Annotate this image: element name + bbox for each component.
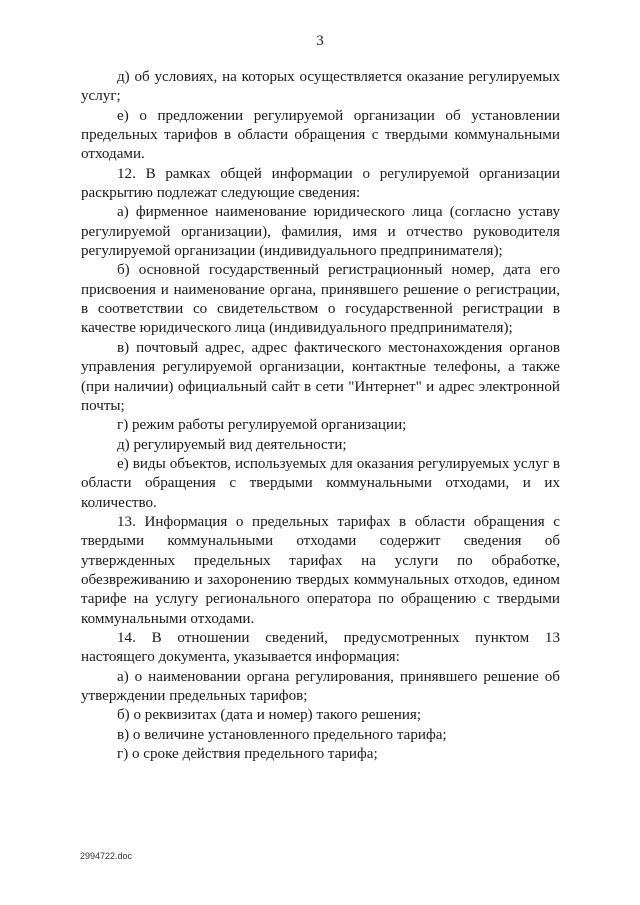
paragraph-14: 14. В отношении сведений, предусмотренных пунктом 13 настоящего документа, указывается информация: — [81, 629, 560, 666]
paragraph-12-v: в) почтовый адрес, адрес фактического местонахождения органов управления регулируемой организации, контактные телефоны, а также (при наличии) официальный сайт в сети "Интернет" и адрес электронной почты; — [81, 339, 560, 414]
paragraph-e-proposal: е) о предложении регулируемой организации об установлении предельных тарифов в области обращения с твердыми коммунальными отходами. — [81, 107, 560, 163]
paragraph-14-v: в) о величине установленного предельного тарифа; — [117, 726, 447, 743]
document-body — [81, 68, 560, 764]
paragraph-14-g: г) о сроке действия предельного тарифа; — [117, 746, 378, 763]
paragraph-14-b: б) о реквизитах (дата и номер) такого решения; — [117, 707, 422, 724]
paragraph-12-d: д) регулируемый вид деятельности; — [117, 436, 347, 453]
paragraph-12-a: а) фирменное наименование юридического лица (согласно уставу регулируемой организации), фамилия, имя и отчество руководителя регулируемой организации (индивидуального предпринимателя); — [81, 204, 560, 260]
paragraph-13: 13. Информация о предельных тарифах в области обращения с твердыми коммунальными отходами содержит сведения об утвержденных предельных тарифах на услуги по обработке, обезвреживанию и захоронению твердых коммунальных отходов, едином тарифе на услугу регионального оператора по обращению с твердыми коммунальными отходами. — [81, 513, 560, 627]
paragraph-12-g: г) режим работы регулируемой организации; — [117, 417, 407, 434]
page-number: 3 — [316, 33, 324, 49]
paragraph-12-e: е) виды объектов, используемых для оказания регулируемых услуг в области обращения с твердыми коммунальными отходами, и их количество. — [81, 455, 560, 511]
paragraph-14-a: а) о наименовании органа регулирования, принявшего решение об утверждении предельных тарифов; — [81, 668, 560, 704]
paragraph-12: 12. В рамках общей информации о регулируемой организации раскрытию подлежат следующие сведения: — [81, 165, 560, 202]
document-file-code: 2994722.doc — [80, 851, 133, 861]
paragraph-12-b: б) основной государственный регистрационный номер, дата его присвоения и наименование органа, принявшего решение о регистрации, в соответствии со свидетельством о государственной регистрации в качестве юридического лица (индивидуального предпринимателя); — [81, 262, 560, 337]
paragraph-d-conditions: д) об условиях, на которых осуществляется оказание регулируемых услуг; — [81, 69, 560, 105]
